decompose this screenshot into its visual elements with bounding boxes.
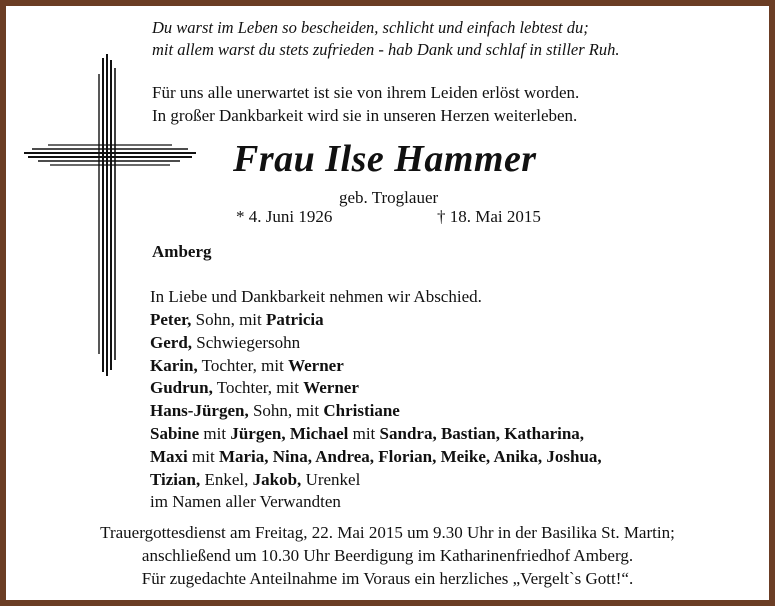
mourner-line bbox=[150, 492, 341, 512]
mourner-name: Patricia bbox=[266, 310, 324, 329]
mourner-name: Sandra, Bastian, Katharina, bbox=[379, 424, 585, 443]
death-date: † 18. Mai 2015 bbox=[437, 207, 541, 226]
mourner-line bbox=[150, 447, 602, 467]
farewell-line: In Liebe und Dankbarkeit nehmen wir Abschied. bbox=[150, 287, 482, 306]
mourner-line bbox=[150, 310, 324, 330]
mourner-relation: mit bbox=[199, 424, 231, 443]
deceased-name: Frau Ilse Hammer bbox=[233, 138, 537, 180]
verse-line-1: Du warst im Leben so bescheiden, schlicht und einfach lebtest du; bbox=[152, 18, 589, 37]
mourner-name: Christiane bbox=[323, 401, 400, 421]
mourner-name: Karin, bbox=[150, 355, 198, 375]
mourner-relation: Enkel, bbox=[200, 469, 253, 489]
verse-line-2: mit allem warst du stets zufrieden - hab Dank und schlaf in stiller Ruh. bbox=[152, 40, 620, 59]
birth-date: * 4. Juni 1926 bbox=[236, 207, 333, 226]
mourner-line bbox=[150, 401, 400, 421]
mourner-line bbox=[150, 424, 584, 444]
mourner-name: Jürgen, Michael bbox=[230, 424, 349, 443]
mourner-name: Gudrun, bbox=[150, 378, 213, 398]
mourner-name: Jakob, bbox=[252, 469, 302, 489]
mourner-relation: mit bbox=[187, 446, 219, 466]
mourner-line bbox=[150, 356, 344, 376]
mourner-name: Werner bbox=[303, 378, 359, 398]
mourner-line bbox=[150, 333, 300, 353]
mourner-name: Gerd, bbox=[150, 332, 193, 352]
intro-line-2: In großer Dankbarkeit wird sie in unseren Herzen weiterleben. bbox=[152, 106, 578, 125]
mourner-name: Sabine bbox=[150, 424, 200, 443]
mourner-relation: Tochter, mit bbox=[212, 378, 304, 398]
intro-line-1: Für uns alle unerwartet ist sie von ihrem Leiden erlöst worden. bbox=[152, 83, 580, 102]
maiden-name: geb. Troglauer bbox=[339, 188, 439, 207]
mourner-name: Maria, Nina, Andrea, Florian, Meike, Anika, Joshua, bbox=[218, 446, 602, 466]
mourner-relation: Urenkel bbox=[301, 469, 361, 489]
mourner-name: Maxi bbox=[150, 446, 188, 466]
service-line-2: anschließend um 10.30 Uhr Beerdigung im Katharinenfriedhof Amberg. bbox=[141, 546, 634, 565]
mourner-name: Hans-Jürgen, bbox=[150, 401, 249, 421]
mourner-line bbox=[150, 378, 359, 398]
mourner-relation: im Namen aller Verwandten bbox=[150, 492, 341, 512]
service-line-1: Trauergottesdienst am Freitag, 22. Mai 2015 um 9.30 Uhr in der Basilika St. Martin; bbox=[100, 523, 675, 542]
mourner-name: Peter, bbox=[150, 310, 192, 329]
service-line-3: Für zugedachte Anteilnahme im Voraus ein herzliches „Vergelt`s Gott!“. bbox=[141, 569, 634, 588]
mourner-line bbox=[150, 470, 360, 490]
mourner-relation: Tochter, mit bbox=[197, 355, 289, 375]
mourner-relation: mit bbox=[348, 424, 380, 443]
mourner-name: Tizian, bbox=[150, 469, 201, 489]
mourner-relation: Schwiegersohn bbox=[192, 332, 301, 352]
mourner-relation: Sohn, mit bbox=[248, 401, 324, 421]
mourner-name: Werner bbox=[288, 355, 344, 375]
mourner-relation: Sohn, mit bbox=[191, 310, 266, 329]
residence: Amberg bbox=[152, 242, 212, 261]
